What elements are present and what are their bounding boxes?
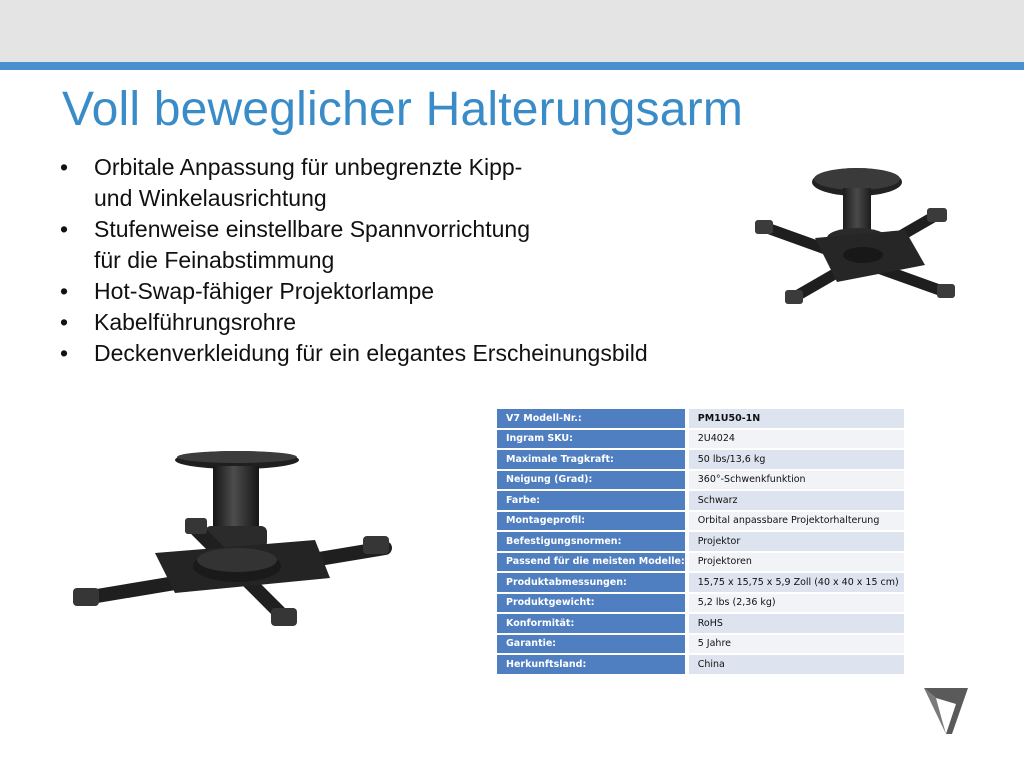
spec-row xyxy=(497,532,904,551)
spec-value: Projektoren xyxy=(689,553,904,572)
slide-title: Voll beweglicher Halterungsarm xyxy=(62,83,743,136)
feature-text: für die Feinabstimmung xyxy=(94,247,335,273)
spec-row xyxy=(497,450,904,469)
bullet-marker: • xyxy=(60,309,69,335)
feature-text: Hot-Swap-fähiger Projektorlampe xyxy=(94,278,435,304)
spec-value: 50 lbs/13,6 kg xyxy=(689,450,904,469)
spec-row xyxy=(497,553,904,572)
spec-label: Konformität: xyxy=(497,614,689,633)
spec-row xyxy=(497,471,904,490)
spec-label: Farbe: xyxy=(497,491,689,510)
spec-label: Neigung (Grad): xyxy=(497,471,689,490)
feature-bullet xyxy=(60,152,648,214)
feature-bullet xyxy=(60,338,648,369)
feature-text: Deckenverkleidung für ein elegantes Erscheinungsbild xyxy=(94,340,648,366)
bullet-marker: • xyxy=(60,278,69,304)
accent-rule xyxy=(0,62,1024,70)
spec-value: PM1U50-1N xyxy=(689,409,904,428)
spec-label: Produktgewicht: xyxy=(497,594,689,613)
bullet-marker: • xyxy=(60,216,69,242)
spec-label: Garantie: xyxy=(497,635,689,654)
spec-value: 360°-Schwenkfunktion xyxy=(689,471,904,490)
feature-text: Stufenweise einstellbare Spannvorrichtung xyxy=(94,216,530,242)
spec-row xyxy=(497,409,904,428)
spec-value: 5,2 lbs (2,36 kg) xyxy=(689,594,904,613)
spec-value: Orbital anpassbare Projektorhalterung xyxy=(689,512,904,531)
feature-bullet xyxy=(60,214,648,276)
spec-row xyxy=(497,512,904,531)
spec-value: China xyxy=(689,655,904,674)
feature-bullet xyxy=(60,307,648,338)
header-band xyxy=(0,0,1024,62)
spec-row xyxy=(497,573,904,592)
ceiling-projector-mount-top-view xyxy=(745,160,960,312)
spec-value: Schwarz xyxy=(689,491,904,510)
spec-value: RoHS xyxy=(689,614,904,633)
spec-label: Montageprofil: xyxy=(497,512,689,531)
spec-value: 15,75 x 15,75 x 5,9 Zoll (40 x 40 x 15 cm) xyxy=(689,573,904,592)
feature-text: Kabelführungsrohre xyxy=(94,309,297,335)
spec-row xyxy=(497,430,904,449)
spec-label: Ingram SKU: xyxy=(497,430,689,449)
spec-label: Passend für die meisten Modelle: xyxy=(497,553,689,572)
spec-label: Befestigungsnormen: xyxy=(497,532,689,551)
bullet-marker: • xyxy=(60,340,69,366)
v7-logo xyxy=(922,686,970,736)
feature-text: und Winkelausrichtung xyxy=(94,185,327,211)
spec-row xyxy=(497,635,904,654)
spec-value: 2U4024 xyxy=(689,430,904,449)
ceiling-projector-mount-side-view xyxy=(65,448,400,643)
spec-label: Maximale Tragkraft: xyxy=(497,450,689,469)
spec-table xyxy=(497,407,904,676)
feature-bullet xyxy=(60,276,648,307)
spec-row xyxy=(497,655,904,674)
spec-label: Herkunftsland: xyxy=(497,655,689,674)
spec-row xyxy=(497,614,904,633)
spec-value: 5 Jahre xyxy=(689,635,904,654)
spec-label: V7 Modell-Nr.: xyxy=(497,409,689,428)
spec-value: Projektor xyxy=(689,532,904,551)
spec-row xyxy=(497,594,904,613)
feature-text: Orbitale Anpassung für unbegrenzte Kipp- xyxy=(94,154,523,180)
feature-list xyxy=(60,152,648,369)
spec-row xyxy=(497,491,904,510)
bullet-marker: • xyxy=(60,154,69,180)
spec-label: Produktabmessungen: xyxy=(497,573,689,592)
